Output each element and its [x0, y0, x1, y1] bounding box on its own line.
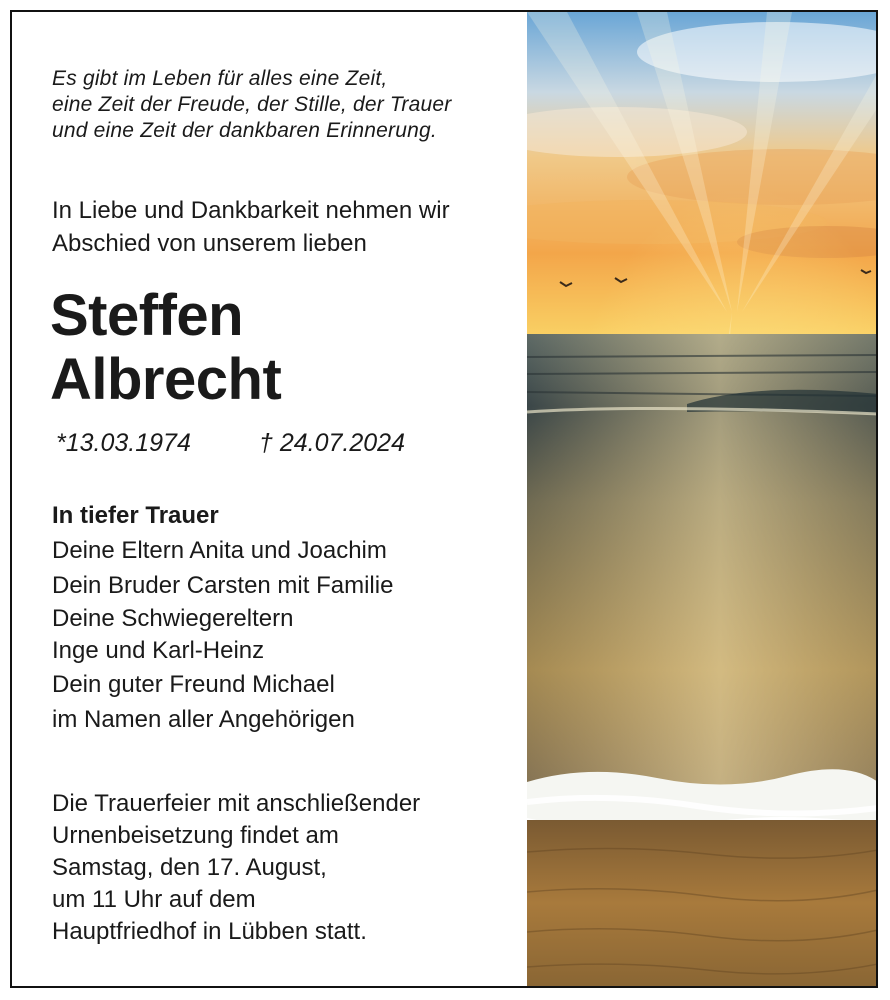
death-date: † 24.07.2024	[259, 429, 405, 457]
intro-line: Abschied von unserem lieben	[52, 230, 367, 257]
funeral-details	[52, 788, 420, 948]
obituary-card	[10, 10, 878, 988]
mourners-heading: In tiefer Trauer	[52, 502, 219, 529]
last-name: Albrecht	[50, 347, 282, 412]
quote-line: Es gibt im Leben für alles eine Zeit,	[52, 67, 388, 90]
first-name: Steffen	[50, 283, 244, 348]
mourners-list	[52, 498, 393, 737]
funeral-line: Urnenbeisetzung findet am	[52, 822, 339, 849]
mourner-line: Dein guter Freund Michael	[52, 671, 335, 698]
deceased-name	[50, 284, 281, 412]
sunset-beach-image	[527, 12, 878, 986]
intro-line: In Liebe und Dankbarkeit nehmen wir	[52, 197, 450, 224]
funeral-line: Hauptfriedhof in Lübben statt.	[52, 918, 367, 945]
life-dates	[56, 428, 405, 458]
quote-line: und eine Zeit der dankbaren Erinnerung.	[52, 119, 437, 142]
sunset-beach-photo	[527, 12, 878, 986]
farewell-intro	[52, 194, 450, 260]
memorial-quote	[52, 66, 451, 144]
mourner-line: im Namen aller Angehörigen	[52, 706, 355, 733]
text-column	[12, 12, 527, 986]
mourner-line: Dein Bruder Carsten mit Familie	[52, 572, 394, 599]
birth-date: *13.03.1974	[56, 429, 191, 457]
mourner-line: Inge und Karl-Heinz	[52, 637, 265, 664]
funeral-line: Die Trauerfeier mit anschließender	[52, 790, 421, 817]
funeral-line: Samstag, den 17. August,	[52, 854, 327, 881]
funeral-line: um 11 Uhr auf dem	[52, 886, 256, 913]
quote-line: eine Zeit der Freude, der Stille, der Trauer	[52, 93, 452, 116]
mourner-line: Deine Schwiegereltern	[52, 605, 294, 632]
mourner-line: Deine Eltern Anita und Joachim	[52, 537, 387, 564]
